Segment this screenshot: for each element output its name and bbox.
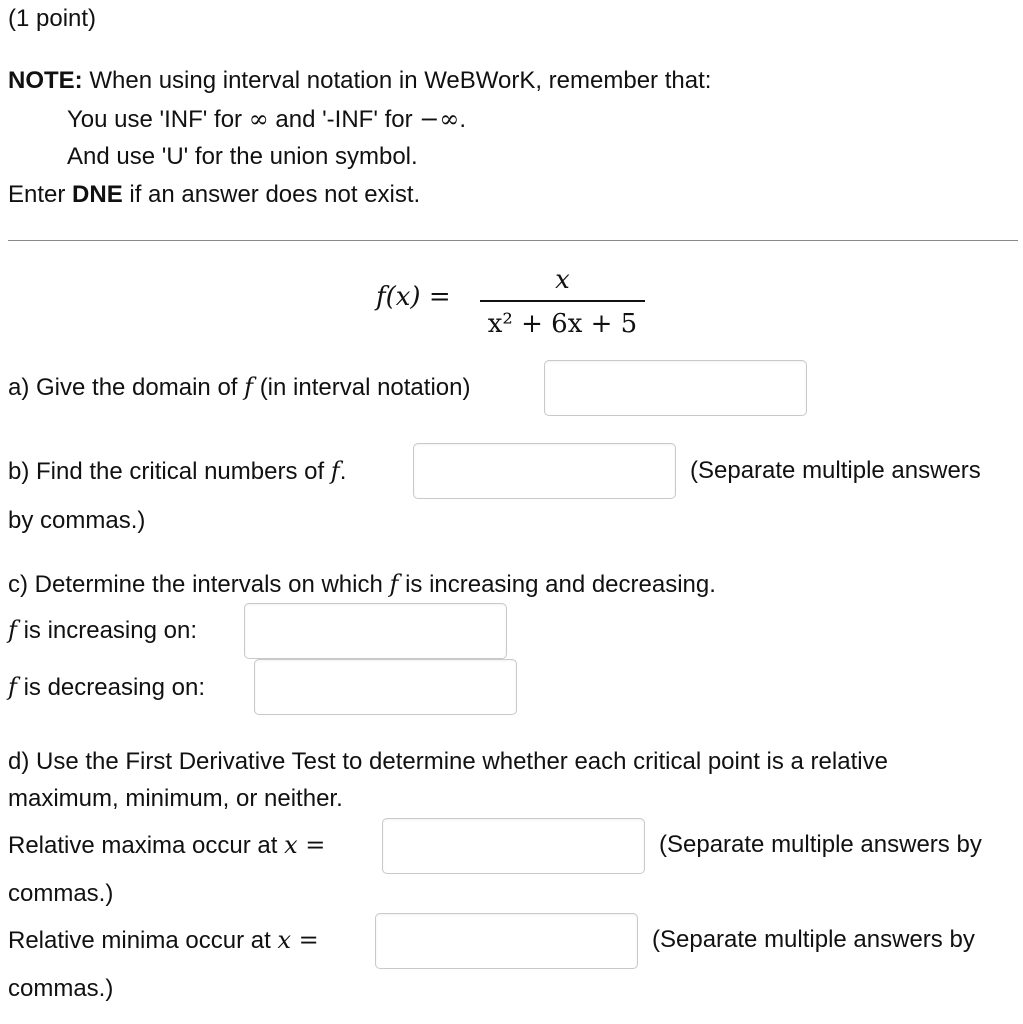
question-a-text: a) Give the domain of (8, 374, 238, 401)
f-variable: f (330, 457, 340, 485)
x-equals: x = (284, 831, 326, 859)
fraction-denominator: x² + 6x + 5 (487, 308, 638, 339)
fraction-numerator: x (555, 265, 570, 295)
dne-word: DNE (72, 181, 123, 208)
question-d-title: d) Use the First Derivative Test to determine whether each critical point is a relative (8, 748, 888, 775)
decreasing-label (8, 672, 205, 703)
question-c-text: c) Determine the intervals on which (8, 571, 383, 598)
function-fraction (480, 262, 645, 342)
neg-infinity-symbol: −∞ (419, 105, 460, 133)
x-equals: x = (277, 926, 319, 954)
increasing-input[interactable] (244, 603, 507, 659)
inf-text-a: You use 'INF' for (67, 106, 243, 133)
inf-period: . (459, 106, 467, 133)
infinity-symbol: ∞ (248, 105, 269, 133)
decreasing-text: is decreasing on: (23, 674, 206, 701)
note-label: NOTE: (8, 67, 83, 94)
inf-text-b: and '-INF' for (275, 106, 413, 133)
increasing-text: is increasing on: (23, 617, 197, 644)
question-b-note-wrap: by commas.) (8, 507, 146, 534)
critical-numbers-input[interactable] (413, 443, 676, 499)
question-d-title-wrap: maximum, minimum, or neither. (8, 785, 343, 812)
fraction-bar (480, 300, 645, 302)
maxima-text: Relative maxima occur at (8, 832, 278, 859)
f-variable: f (8, 673, 17, 701)
maxima-note: (Separate multiple answers by (659, 831, 982, 858)
dne-prefix: Enter (8, 181, 66, 208)
divider (8, 240, 1018, 241)
question-a-label (8, 372, 470, 403)
note-text: When using interval notation in WeBWorK, remember that: (89, 67, 712, 94)
maxima-note-wrap: commas.) (8, 880, 114, 907)
inf-instruction (67, 104, 466, 135)
relative-minima-label (8, 925, 319, 956)
relative-maxima-input[interactable] (382, 818, 645, 874)
note-line (8, 66, 711, 96)
relative-minima-input[interactable] (375, 913, 638, 969)
minima-text: Relative minima occur at (8, 927, 271, 954)
union-instruction: And use 'U' for the union symbol. (67, 143, 418, 170)
relative-maxima-label (8, 830, 325, 861)
f-variable: f (8, 616, 17, 644)
dne-suffix: if an answer does not exist. (129, 181, 421, 208)
question-b-text: b) Find the critical numbers of (8, 458, 325, 485)
domain-input[interactable] (544, 360, 807, 416)
question-a-suffix: (in interval notation) (259, 374, 471, 401)
decreasing-input[interactable] (254, 659, 517, 715)
f-variable: f (389, 570, 399, 598)
function-lhs: f(x) = (376, 282, 451, 312)
dne-instruction (8, 180, 420, 210)
question-b-period: . (339, 458, 347, 485)
question-b-label (8, 456, 346, 487)
f-variable: f (244, 373, 254, 401)
question-c-suffix: is increasing and decreasing. (405, 571, 716, 598)
increasing-label (8, 615, 197, 646)
points-label: (1 point) (8, 5, 97, 32)
minima-note: (Separate multiple answers by (652, 926, 975, 953)
question-c-title (8, 569, 716, 600)
minima-note-wrap: commas.) (8, 975, 114, 1002)
question-b-note: (Separate multiple answers (690, 457, 981, 484)
